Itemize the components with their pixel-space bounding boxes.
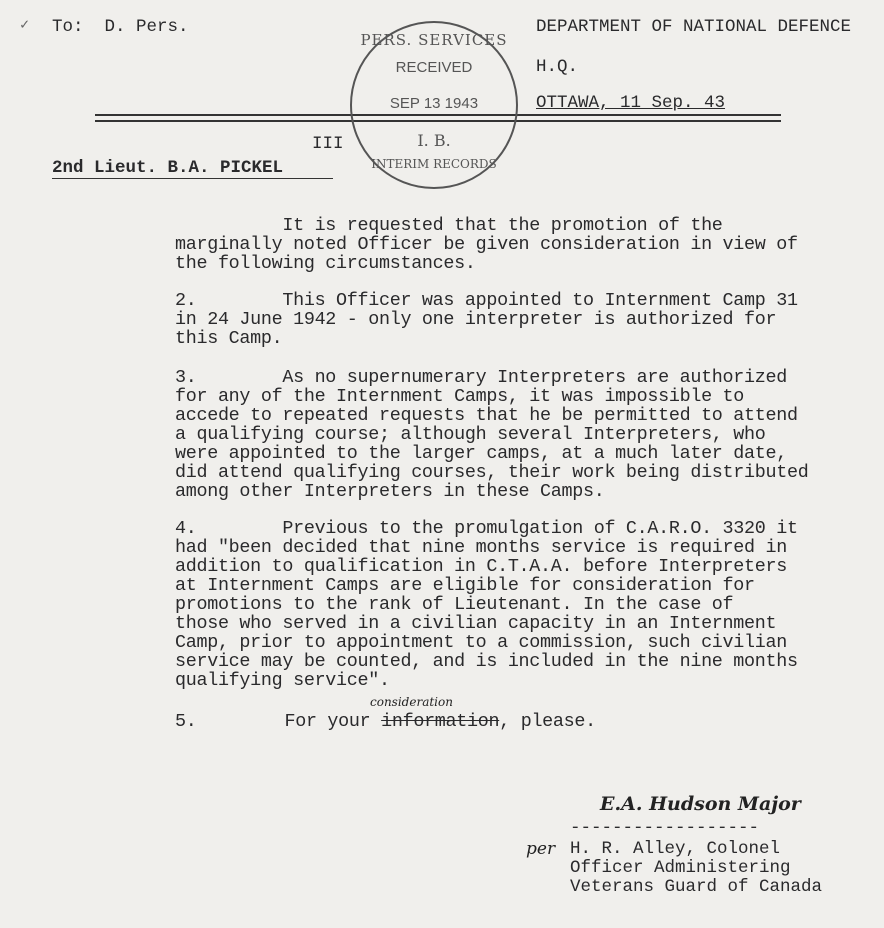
stamp-received: RECEIVED (395, 59, 473, 76)
corner-mark: ✓ (20, 17, 30, 34)
struck-word: information (381, 711, 500, 732)
paragraph-line: in 24 June 1942 - only one interpreter is authorized for (175, 309, 777, 330)
paragraph-line: the following circumstances. (175, 253, 476, 274)
paragraph-line: those who served in a civilian capacity in an Internment (175, 613, 777, 634)
stamp-date: SEP 13 1943 (389, 95, 479, 112)
paragraph-line: 2. This Officer was appointed to Internment Camp 31 (175, 290, 798, 311)
margin-mark: III (312, 134, 344, 154)
paragraph-line: 3. As no supernumerary Interpreters are authorized (175, 367, 787, 388)
paragraph-line: accede to repeated requests that he be permitted to attend (175, 405, 798, 426)
para5-after: , please. (499, 711, 596, 732)
paragraph-line: this Camp. (175, 328, 283, 349)
place-date: OTTAWA, 11 Sep. 43 (536, 93, 726, 113)
paragraph-line: marginally noted Officer be given consideration in view of (175, 234, 798, 255)
paragraph-line: service may be counted, and is included in the nine months (175, 651, 798, 672)
signer-title-2: Veterans Guard of Canada (570, 877, 823, 897)
paragraph-line: at Internment Camps are eligible for consideration for (175, 575, 755, 596)
paragraph-line: 4. Previous to the promulgation of C.A.R.O. 3320 it (175, 518, 798, 539)
paragraph-line: among other Interpreters in these Camps. (175, 481, 605, 502)
paragraph-line: for any of the Internment Camps, it was impossible to (175, 386, 745, 407)
paragraph-5 (175, 712, 855, 731)
per-mark: per (526, 839, 556, 859)
signer-title-1: Officer Administering (570, 858, 791, 878)
paragraph-line: had "been decided that nine months service is required in (175, 537, 787, 558)
signature: E.A. Hudson Major (600, 793, 801, 815)
paragraph-line: Camp, prior to appointment to a commission, such civilian (175, 632, 787, 653)
handwritten-insert: consideration (370, 695, 453, 709)
para5-number: 5. (175, 711, 197, 732)
paragraph-2 (175, 291, 855, 348)
paragraph-line: addition to qualification in C.T.A.A. before Interpreters (175, 556, 787, 577)
stamp-ib: I. B. (417, 131, 451, 150)
para5-before: For your (284, 711, 382, 732)
stamp-bottom-arc: INTERIM RECORDS (371, 157, 497, 171)
paragraph-line: were appointed to the larger camps, at a much later date, (175, 443, 787, 464)
paragraph-line: did attend qualifying courses, their work being distributed (175, 462, 809, 483)
paragraph-line: qualifying service". (175, 670, 390, 691)
signature-line: ------------------ (570, 818, 760, 838)
paragraph-line: a qualifying course; although several Interpreters, who (175, 424, 766, 445)
paragraph-4 (175, 519, 855, 690)
received-stamp (350, 21, 518, 189)
subject-underline (52, 178, 333, 179)
signer-name: H. R. Alley, Colonel (570, 839, 781, 859)
hq: H.Q. (536, 57, 579, 77)
paragraph-line: promotions to the rank of Lieutenant. In the case of (175, 594, 734, 615)
subject: 2nd Lieut. B.A. PICKEL (52, 158, 284, 178)
paragraph-1 (175, 216, 855, 273)
paragraph-line: It is requested that the promotion of the (175, 215, 723, 236)
stamp-top-arc: PERS. SERVICES (360, 31, 508, 49)
department: DEPARTMENT OF NATIONAL DEFENCE (536, 17, 852, 37)
paragraph-3 (175, 368, 855, 501)
to-line: To: D. Pers. (52, 17, 189, 37)
